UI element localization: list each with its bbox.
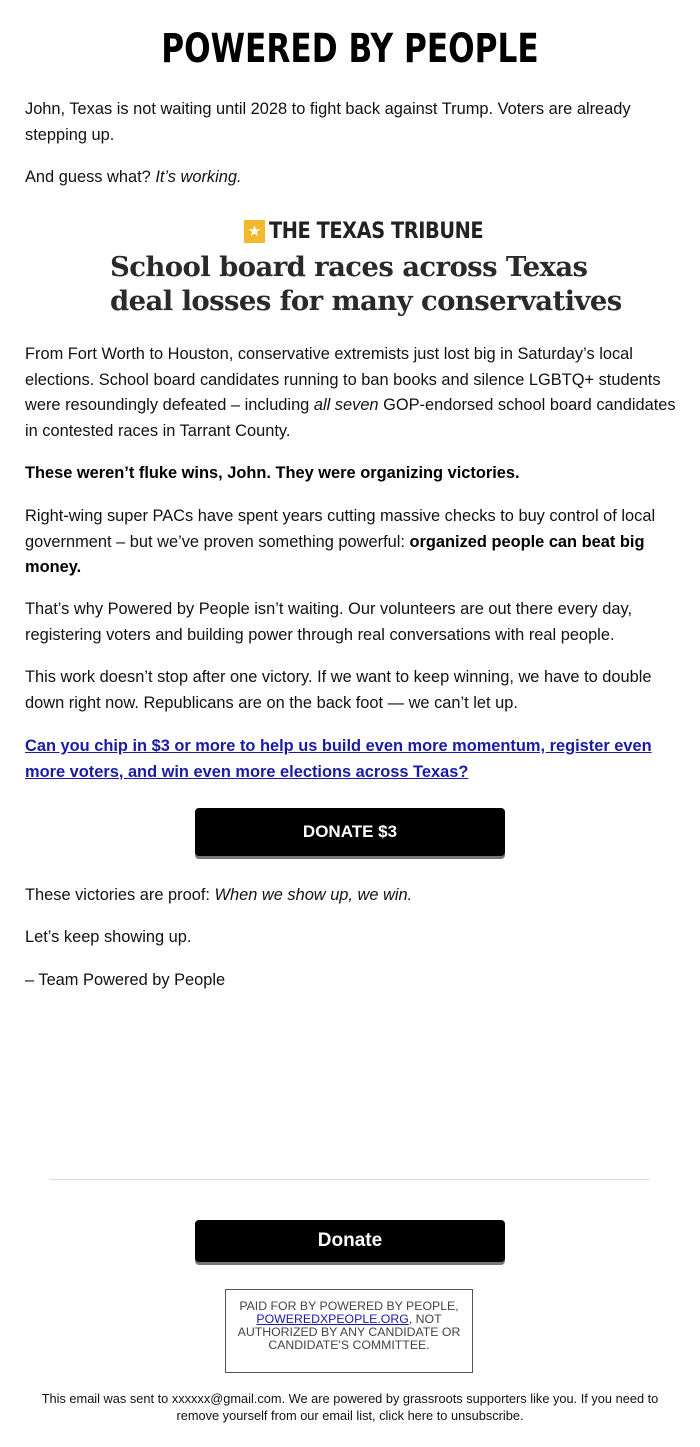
paid-for-text-a: PAID FOR BY POWERED BY PEOPLE, [239, 1299, 459, 1313]
paid-for-disclaimer [225, 1289, 473, 1373]
super-pac-paragraph [25, 504, 680, 581]
results-text-b: GOP-endorsed school board candidates in contested races in Tarrant County. [25, 396, 676, 440]
brand-title: POWERED BY PEOPLE [161, 26, 539, 72]
results-text-a: From Fort Worth to Houston, conservative extremists just lost big in Saturday’s local elections. School board candidates running to ban books and silence LGBTQ+ students were resoundingly defeated – including [25, 345, 661, 414]
double-down-paragraph: This work doesn’t stop after one victory. If we want to keep winning, we have to double down right now. Republicans are on the back foot — we can’t let up. [25, 668, 652, 712]
headline-line-1: School board races across Texas [110, 251, 588, 283]
super-pac-bold: organized people can beat big money. [25, 532, 645, 576]
intro-working-lead: And guess what? [25, 168, 156, 186]
footer-divider [50, 1179, 650, 1180]
results-italic: all seven [313, 396, 379, 414]
organizing-paragraph [25, 461, 680, 487]
star-icon: ★ [244, 220, 265, 243]
results-paragraph [25, 342, 680, 444]
texas-tribune-logo [244, 218, 518, 244]
footer-notice: This email was sent to xxxxxx@gmail.com. We are powered by grassroots supporters like you. If you need to remove yourself from our email list, click here to unsubscribe. [41, 1391, 659, 1423]
paid-for-text-b: , NOT AUTHORIZED BY ANY CANDIDATE OR CANDIDATE'S COMMITTEE. [237, 1312, 461, 1352]
proof-lead: These victories are proof: [25, 886, 215, 904]
organizing-bold: These weren’t fluke wins, John. They were organizing victories. [25, 464, 520, 482]
signoff: – Team Powered by People [25, 971, 226, 989]
chip-in-link[interactable]: Can you chip in $3 or more to help us build even more momentum, register even more voters, and win even more elections across Texas? [25, 737, 652, 781]
proof-paragraph [25, 883, 680, 909]
super-pac-text: Right-wing super PACs have spent years cutting massive checks to buy control of local government – but we’ve proven something powerful: [25, 507, 656, 551]
texas-tribune-wordmark: THE TEXAS TRIBUNE [269, 218, 484, 244]
donate-button[interactable]: Donate [195, 1220, 505, 1262]
intro-working-italic: It’s working. [155, 168, 242, 186]
keep-showing-paragraph: Let’s keep showing up. [25, 928, 192, 946]
tribune-headline[interactable] [110, 250, 630, 318]
volunteers-paragraph: That’s why Powered by People isn’t waiting. Our volunteers are out there every day, registering voters and building power through real conversations with real people. [25, 600, 633, 644]
website-link[interactable]: POWEREDXPEOPLE.ORG [256, 1312, 409, 1326]
intro-working-paragraph [25, 165, 680, 191]
headline-line-2: deal losses for many conservatives [110, 285, 622, 317]
proof-italic: When we show up, we win. [214, 886, 413, 904]
donate-3-button[interactable]: DONATE $3 [195, 808, 505, 856]
intro-paragraph: John, Texas is not waiting until 2028 to fight back against Trump. Voters are already stepping up. [25, 100, 631, 144]
